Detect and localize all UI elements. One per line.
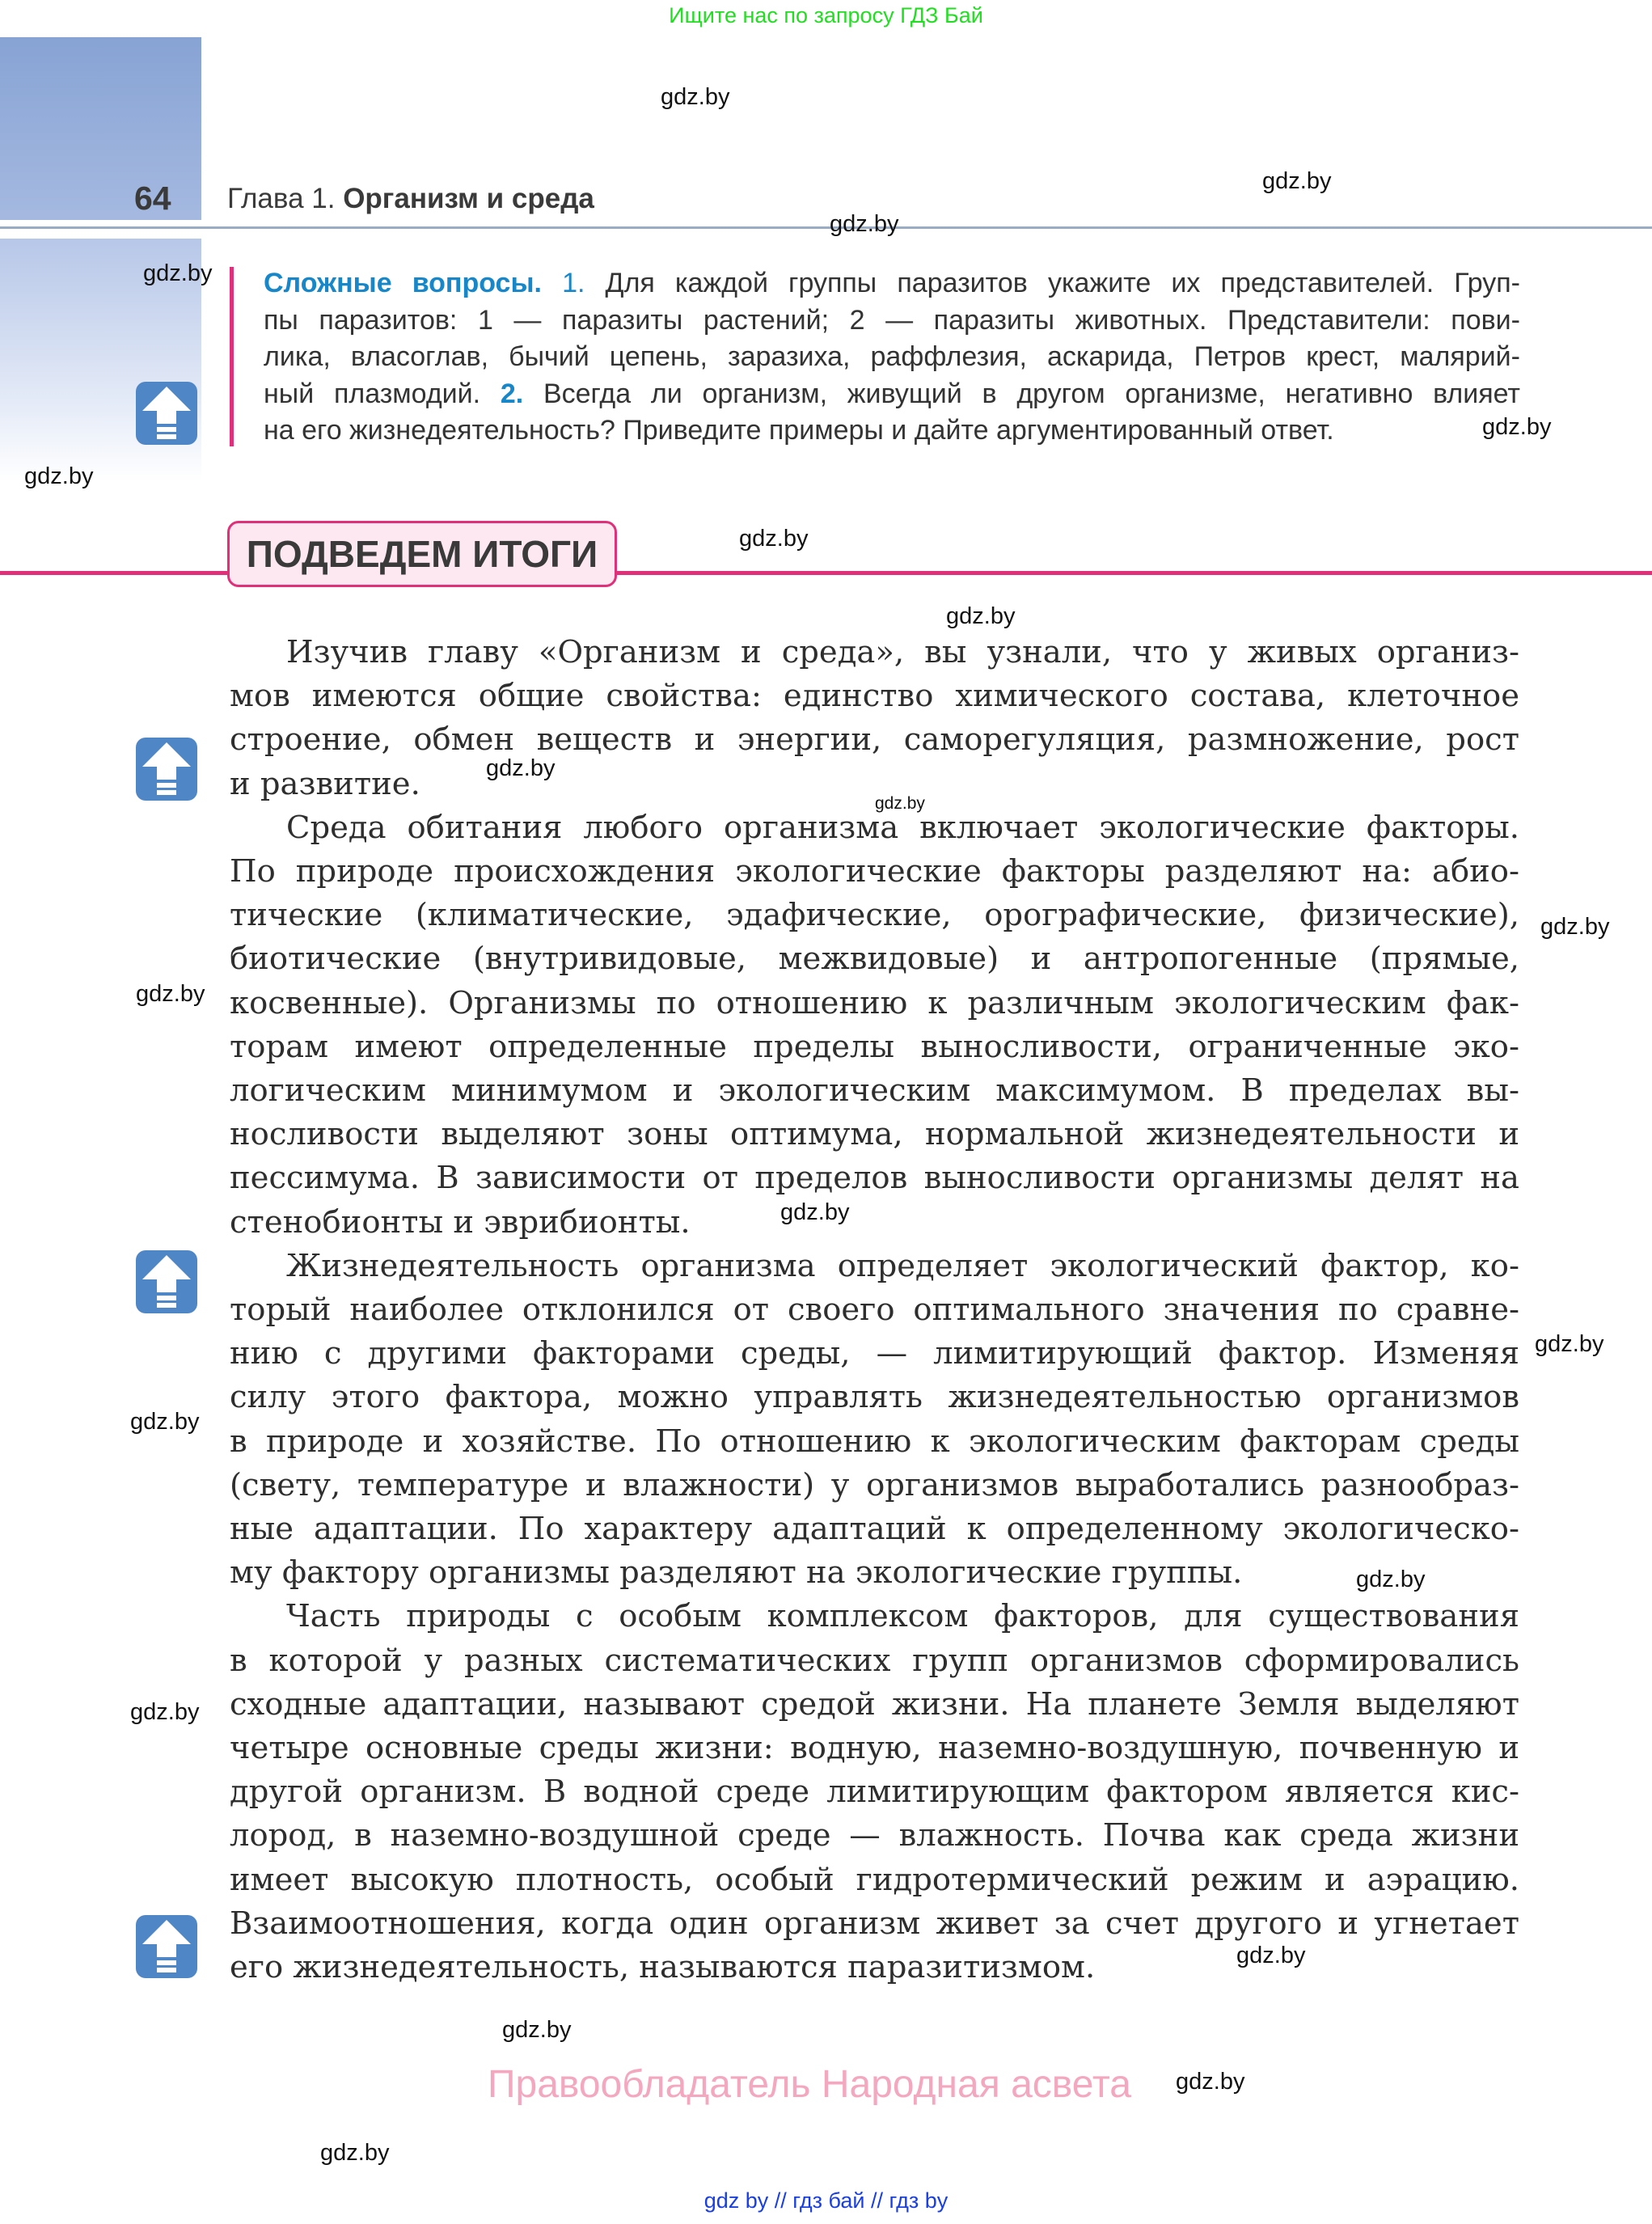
watermark: gdz.by	[502, 2017, 572, 2043]
summary-line: стенобионты и эврибионты.	[230, 1203, 691, 1241]
question-text: ный плазмодий.	[264, 378, 501, 409]
page-number: 64	[134, 180, 171, 217]
summary-line: Среда обитания любого организма включает экологические факторы.	[286, 809, 1519, 846]
arrow-up-icon	[134, 1913, 199, 1980]
summary-line: торый наиболее отклонился от своего оптимального значения по сравне-	[230, 1292, 1519, 1329]
summary-line: ные адаптации. По характеру адаптаций к определенному экологическо-	[230, 1511, 1519, 1548]
question-line	[264, 376, 1520, 413]
watermark: gdz.by	[830, 211, 899, 237]
arrow-up-icon	[134, 736, 199, 802]
watermark: gdz.by	[1540, 914, 1610, 940]
watermark: gdz.by	[24, 463, 94, 489]
summary-line: сходные адаптации, называют средой жизни. На планете Земля выделяют	[230, 1685, 1519, 1723]
watermark: gdz.by	[136, 981, 205, 1007]
question-text: Для каждой группы паразитов укажите их представителей. Груп-	[585, 268, 1521, 298]
watermark: gdz.by	[320, 2140, 390, 2166]
copyright-owner: Правообладатель Народная асвета	[488, 2063, 1131, 2106]
summary-body	[230, 631, 1519, 1989]
question-number: 1.	[562, 268, 585, 298]
watermark: gdz.by	[780, 1199, 850, 1225]
watermark: gdz.by	[739, 526, 809, 552]
watermark: gdz.by	[1535, 1331, 1604, 1357]
watermark: gdz.by	[1176, 2069, 1245, 2095]
summary-line: носливости выделяют зоны оптимума, нормальной жизнедеятельности и	[230, 1116, 1519, 1153]
summary-line: Взаимоотношения, когда один организм живет за счет другого и угнетает	[230, 1905, 1519, 1942]
summary-line: По природе происхождения экологические факторы разделяют на: абио-	[230, 853, 1519, 890]
watermark: gdz.by	[661, 84, 730, 110]
watermark: gdz.by	[1262, 168, 1332, 194]
chapter-title: Организм и среда	[343, 183, 594, 214]
summary-title: ПОДВЕДЕМ ИТОГИ	[227, 521, 617, 587]
arrow-up-icon	[134, 380, 199, 446]
question-line: на его жизнедеятельность? Приведите примеры и дайте аргументированный ответ.	[264, 415, 1334, 446]
summary-line: логическим минимумом и экологическим максимумом. В пределах вы-	[230, 1072, 1519, 1110]
hard-questions	[264, 265, 1520, 450]
questions-accent-bar	[230, 267, 234, 446]
summary-line: четыре основные среды жизни: водную, наземно-воздушную, почвенную и	[230, 1730, 1519, 1767]
summary-line: мов имеются общие свойства: единство химического состава, клеточное	[230, 678, 1519, 715]
watermark: gdz.by	[486, 755, 556, 781]
chapter-heading	[227, 183, 594, 215]
summary-line: нию с другими факторами среды, — лимитирующий фактор. Изменяя	[230, 1335, 1519, 1372]
summary-line: (свету, температуре и влажности) у организмов выработались разнообраз-	[230, 1466, 1519, 1503]
summary-line: Жизнедеятельность организма определяет экологический фактор, ко-	[286, 1247, 1519, 1284]
summary-line: пессимума. В зависимости от пределов выносливости организмы делят на	[230, 1160, 1519, 1197]
summary-line: другой организм. В водной среде лимитирующим фактором является кис-	[230, 1774, 1519, 1811]
summary-line: биотические (внутривидовые, межвидовые) и антропогенные (прямые,	[230, 941, 1519, 978]
chapter-prefix: Глава 1.	[227, 183, 336, 214]
watermark: gdz.by	[1482, 414, 1552, 440]
question-line	[264, 265, 1520, 302]
watermark: gdz.by	[1236, 1943, 1306, 1968]
watermark: gdz.by	[1356, 1567, 1426, 1592]
summary-line: имеет высокую плотность, особый гидротермический режим и аэрацию.	[230, 1861, 1519, 1898]
watermark: gdz.by	[130, 1409, 200, 1435]
summary-line: строение, обмен веществ и энергии, саморегуляция, размножение, рост	[230, 721, 1519, 759]
watermark: gdz.by	[875, 794, 925, 813]
summary-line: Изучив главу «Организм и среда», вы узнали, что у живых организ-	[286, 634, 1519, 670]
watermark: gdz.by	[130, 1699, 200, 1725]
summary-line: и развитие.	[230, 765, 420, 802]
question-line: лика, власоглав, бычий цепень, заразиха, раффлезия, аскарида, Петров крест, малярий-	[264, 341, 1520, 373]
summary-line: в которой у разных систематических групп организмов сформировались	[230, 1642, 1519, 1679]
summary-line: тические (климатические, эдафические, орографические, физические),	[230, 897, 1519, 934]
header-divider	[0, 226, 1652, 229]
summary-line: в природе и хозяйстве. По отношению к экологическим факторам среды	[230, 1423, 1519, 1460]
question-number: 2.	[500, 378, 524, 409]
summary-line: Часть природы с особым комплексом факторов, для существования	[286, 1598, 1519, 1635]
summary-line: лород, в наземно-воздушной среде — влажность. Почва как среда жизни	[230, 1817, 1519, 1854]
watermark: gdz.by	[946, 603, 1016, 629]
summary-line: его жизнедеятельность, называются паразитизмом.	[230, 1949, 1096, 1986]
summary-line: силу этого фактора, можно управлять жизнедеятельностью организмов	[230, 1379, 1519, 1416]
summary-line: косвенные). Организмы по отношению к различным экологическим фак-	[230, 984, 1519, 1021]
summary-line: торам имеют определенные пределы выносливости, ограниченные эко-	[230, 1028, 1519, 1065]
search-hint: Ищите нас по запросу ГДЗ Бай	[669, 3, 983, 27]
site-links[interactable]: gdz by // гдз бай // гдз by	[703, 2188, 949, 2213]
question-line: пы паразитов: 1 — паразиты растений; 2 — паразиты животных. Представители: пови-	[264, 304, 1520, 336]
watermark: gdz.by	[143, 260, 213, 286]
summary-line: му фактору организмы разделяют на экологические группы.	[230, 1554, 1243, 1592]
questions-label: Сложные вопросы.	[264, 268, 542, 298]
arrow-up-icon	[134, 1249, 199, 1315]
question-text: Всегда ли организм, живущий в другом организме, негативно влияет	[523, 378, 1520, 409]
